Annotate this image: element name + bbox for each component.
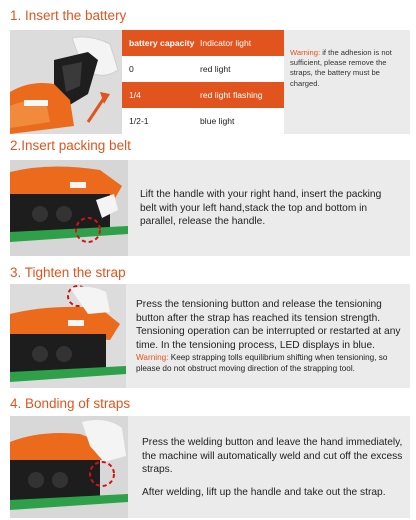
battery-card (10, 30, 410, 134)
bonding-straps-description-2: After welding, lift up the handle and take out the strap. (142, 487, 386, 498)
tighten-strap-card (10, 284, 410, 388)
battery-warning (290, 48, 410, 89)
warning-text: if the adhesion is not sufficient, please remove the straps, the battery must be charged. (290, 48, 392, 88)
insert-belt-photo (10, 160, 128, 256)
bonding-straps-card (10, 416, 410, 518)
indicator-cell: red light flashing (200, 90, 263, 100)
tighten-strap-photo (10, 284, 126, 388)
table-header-row (122, 30, 284, 56)
battery-capacity-table (122, 30, 284, 134)
table-row (122, 82, 284, 108)
bonding-straps-photo (10, 416, 128, 518)
welding-illustration (10, 416, 128, 518)
section-title-insert-belt: 2.Insert packing belt (10, 138, 131, 153)
section-title-insert-battery: 1. Insert the battery (10, 8, 127, 23)
section-title-bonding-straps: 4. Bonding of straps (10, 396, 131, 411)
capacity-cell: 1/2-1 (129, 116, 149, 126)
battery-photo (10, 30, 122, 134)
header-indicator-light: Indicator light (200, 38, 252, 48)
tighten-strap-description: Press the tensioning button and release the tensioning button after the strap has reached its tension strength. Tensioning operation can be interrupted or restarted at any time. In the tensioning process, LED displays in blue. (136, 299, 401, 351)
capacity-cell: 1/4 (129, 90, 141, 100)
table-row (122, 56, 284, 82)
battery-tool-illustration (10, 30, 122, 134)
header-battery-capacity: battery capacity (129, 38, 195, 48)
tensioning-illustration (10, 284, 126, 388)
tighten-strap-warning (136, 353, 404, 374)
indicator-cell: red light (200, 64, 231, 74)
warning-label: Warning: (136, 353, 169, 362)
section-title-tighten-strap: 3. Tighten the strap (10, 265, 126, 280)
insert-belt-card (10, 160, 410, 256)
warning-label: Warning: (290, 48, 321, 57)
strapping-tool-illustration (10, 160, 128, 256)
indicator-cell: blue light (200, 116, 235, 126)
warning-text: Keep strapping tolls equilibrium shifting when tensioning, so please do not obstruct moving direction of the strapping tool. (136, 353, 388, 373)
bonding-straps-description: Press the welding button and leave the hand immediately, the machine will automatically weld and cut off the excess straps. (142, 437, 403, 476)
table-row (122, 108, 284, 134)
insert-belt-description: Lift the handle with your right hand, insert the packing belt with your left hand,stack the top and bottom in parallel, release the handle. (140, 189, 382, 228)
capacity-cell: 0 (129, 64, 134, 74)
